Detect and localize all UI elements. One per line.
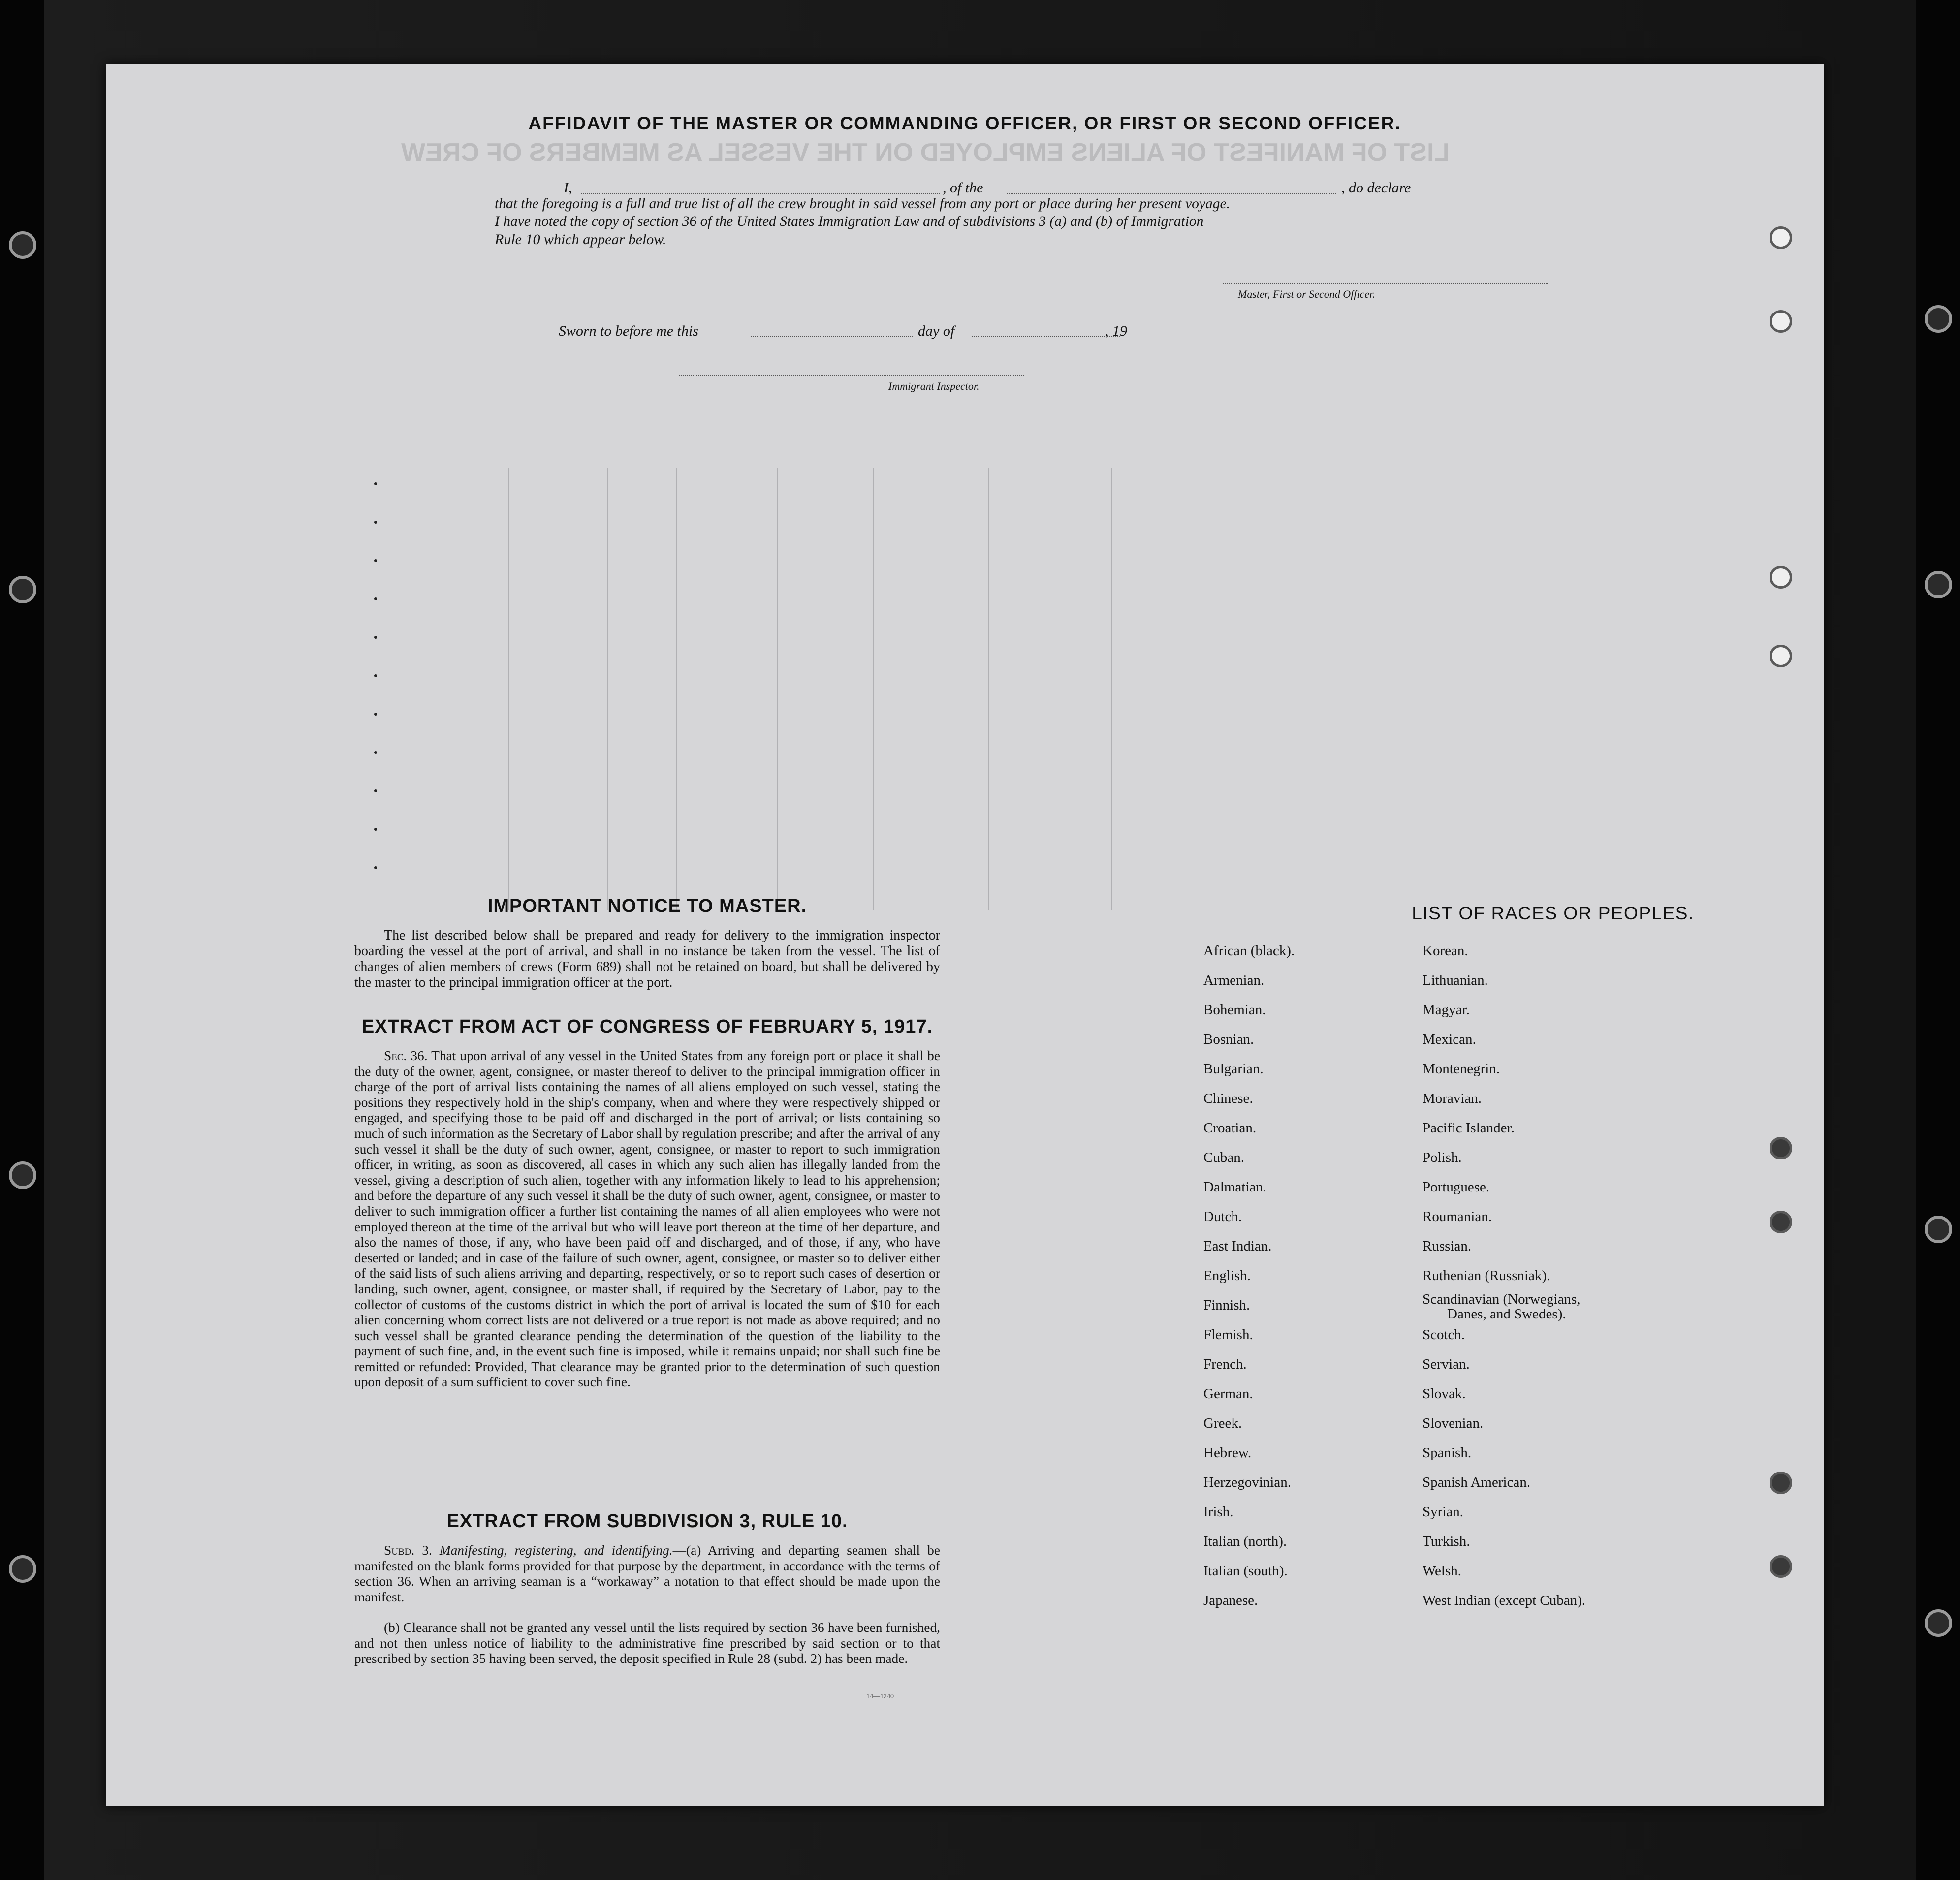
- race-item: Finnish.: [1203, 1297, 1250, 1313]
- rule-subd-b: (b) Clearance shall not be granted any vessel until the lists required by section 36 have been furnished, and not then unless notice of liability to the administrative fine prescribed by said section or to that prescribed by section 35 having been served, the deposit specified in Rule 28 (subd. 2) has been made.: [354, 1620, 940, 1666]
- race-item: Servian.: [1423, 1356, 1470, 1372]
- ghost-column-line: [777, 468, 778, 910]
- sprocket-hole: [1925, 571, 1952, 598]
- race-item: Magyar.: [1423, 1002, 1470, 1018]
- row-mark: [374, 751, 377, 754]
- row-mark: [374, 636, 377, 639]
- race-item: Russian.: [1423, 1238, 1472, 1254]
- affidavit-of-the: , of the: [943, 180, 983, 196]
- act-section-36: [354, 1048, 940, 1390]
- race-item: Mexican.: [1423, 1032, 1476, 1047]
- sprocket-hole: [9, 231, 36, 259]
- sworn-month-blank: [972, 336, 1120, 337]
- row-mark: [374, 521, 377, 524]
- name-blank: [581, 193, 940, 194]
- race-item: East Indian.: [1203, 1238, 1272, 1254]
- race-item: Irish.: [1203, 1504, 1233, 1520]
- race-item: Scandinavian (Norwegians,: [1423, 1291, 1581, 1307]
- film-edge-left: [0, 0, 44, 1880]
- race-item: Pacific Islander.: [1423, 1120, 1515, 1136]
- race-item: Hebrew.: [1203, 1445, 1252, 1461]
- sworn-day-blank: [751, 336, 913, 337]
- race-item: Roumanian.: [1423, 1209, 1492, 1224]
- race-item: Syrian.: [1423, 1504, 1463, 1520]
- race-item: Greek.: [1203, 1415, 1242, 1431]
- race-item: Bohemian.: [1203, 1002, 1266, 1018]
- race-item: Lithuanian.: [1423, 972, 1488, 988]
- ghost-column-line: [873, 468, 874, 910]
- affidavit-i: I,: [564, 180, 572, 196]
- race-item-continued: Danes, and Swedes).: [1447, 1306, 1566, 1322]
- notice-heading: IMPORTANT NOTICE TO MASTER.: [487, 896, 807, 916]
- race-item: German.: [1203, 1386, 1253, 1402]
- ghost-column-line: [1111, 468, 1112, 910]
- affidavit-line-3: I have noted the copy of section 36 of the United States Immigration Law and of subdivisions 3 (a) and (b) of Immigration: [495, 214, 1204, 229]
- sprocket-hole: [1925, 1216, 1952, 1243]
- race-item: West Indian (except Cuban).: [1423, 1593, 1586, 1608]
- affidavit-title: AFFIDAVIT OF THE MASTER OR COMMANDING OFFICER, OR FIRST OR SECOND OFFICER.: [528, 113, 1401, 133]
- sprocket-hole: [9, 1161, 36, 1189]
- punch-hole: [1770, 1472, 1792, 1494]
- race-item: Polish.: [1423, 1150, 1462, 1165]
- rule-italic-lead: Manifesting, registering, and identifying.: [439, 1543, 673, 1558]
- race-item: Italian (south).: [1203, 1563, 1288, 1579]
- act-section-text: That upon arrival of any vessel in the United States from any foreign port or place it shall be the duty of the owner, agent, consignee, or master thereof to deliver to the principal immigration officer in charge of the port of arrival lists containing the names of all aliens employed on such vessel, stating the positions they respectively hold in the ship's company, when and where they were respectively shipped or engaged, and specifying those to be paid off and discharged in the port of arrival; or lists containing so much of such information as the Secretary of Labor shall by regulation prescribe; and after the arrival of any such vessel it shall be the duty of such owner, agent, consignee, or master to report to such immigration officer, in writing, as soon as discovered, all cases in which any such alien has illegally landed from the vessel, giving a description of such alien, together with any information likely to lead to his apprehension; and before the departure of any such vessel it shall be the duty of such owner, agent, consignee, or master to deliver to such immigration officer a further list containing the names of all alien employees who were not employed thereon at the time of the arrival but who will leave port thereon at the time of her departure, and also the names of those, if any, who have been paid off and discharged, and of those, if any, who have deserted or landed; and in case of the failure of such owner, agent, consignee, or master so to deliver either of the said lists of such aliens arriving and departing, respectively, or so to report such cases of desertion or landing, such owner, agent, consignee, or master shall, if required by the Secretary of Labor, pay to the collector of customs of the customs district in which the port of arrival is located the sum of $10 for each alien concerning whom correct lists are not delivered or a true report is not made as above required; and no such vessel shall be granted clearance pending the determination of the question of the liability to the payment of such fine, and, in the event such fine is imposed, while it remains unpaid; nor shall such fine be remitted or refunded: Provided, That clearance may be granted prior to the determination of such question upon deposit of a sum sufficient to cover such fine.: [354, 1048, 940, 1390]
- row-mark: [374, 674, 377, 677]
- sprocket-hole: [1925, 1609, 1952, 1637]
- row-mark: [374, 597, 377, 600]
- race-item: African (black).: [1203, 943, 1295, 959]
- row-mark: [374, 713, 377, 716]
- vessel-blank: [1007, 193, 1336, 194]
- ghost-column-line: [676, 468, 677, 910]
- race-item: Croatian.: [1203, 1120, 1257, 1136]
- master-signature-line: [1223, 283, 1548, 284]
- races-title: LIST OF RACES OR PEOPLES.: [1412, 903, 1694, 923]
- rule-text-a: —(a) Arriving and departing seamen shall be manifested on the blank forms provided for that purpose by the department, in accordance with the terms of section 36. When an arriving seaman is a “workaway” a notation to that effect should be made upon the manifest.: [354, 1543, 940, 1604]
- race-item: Turkish.: [1423, 1534, 1470, 1549]
- ghost-column-line: [607, 468, 608, 910]
- inspector-signature-line: [679, 375, 1024, 376]
- sprocket-hole: [1925, 305, 1952, 333]
- day-of-label: day of: [918, 323, 955, 339]
- punch-hole: [1770, 310, 1792, 333]
- punch-hole: [1770, 566, 1792, 589]
- punch-hole: [1770, 1555, 1792, 1578]
- rule-lead: Subd. 3.: [384, 1543, 432, 1558]
- rule-subd-a: [354, 1543, 940, 1605]
- film-edge-right: [1916, 0, 1960, 1880]
- race-item: Spanish American.: [1423, 1474, 1531, 1490]
- act-heading: EXTRACT FROM ACT OF CONGRESS OF FEBRUARY 5, 1917.: [361, 1016, 933, 1037]
- form-number: 14—1240: [866, 1693, 894, 1700]
- year-label: , 19: [1105, 323, 1127, 339]
- sprocket-hole: [9, 1555, 36, 1583]
- race-item: Portuguese.: [1423, 1179, 1490, 1195]
- row-mark: [374, 866, 377, 869]
- row-mark: [374, 559, 377, 562]
- sprocket-hole: [9, 576, 36, 603]
- master-signature-label: Master, First or Second Officer.: [1238, 288, 1375, 300]
- race-item: Cuban.: [1203, 1150, 1244, 1165]
- race-item: Welsh.: [1423, 1563, 1462, 1579]
- notice-text: The list described below shall be prepared and ready for delivery to the immigration inspector boarding the vessel at the port of arrival, and shall in no instance be taken from the vessel. The list of changes of alien members of crews (Form 689) shall not be retained on board, but shall be delivered by the master to the principal immigration officer at the port.: [354, 928, 940, 990]
- race-item: French.: [1203, 1356, 1247, 1372]
- punch-hole: [1770, 1211, 1792, 1233]
- affidavit-line-2: that the foregoing is a full and true list of all the crew brought in said vessel from any port or place during her present voyage.: [495, 196, 1230, 212]
- rule-heading: EXTRACT FROM SUBDIVISION 3, RULE 10.: [446, 1511, 848, 1532]
- punch-hole: [1770, 1137, 1792, 1159]
- race-item: Spanish.: [1423, 1445, 1472, 1461]
- race-item: Japanese.: [1203, 1593, 1258, 1608]
- ghost-column-line: [988, 468, 989, 910]
- race-item: Bosnian.: [1203, 1032, 1254, 1047]
- punch-hole: [1770, 226, 1792, 249]
- race-item: Slovenian.: [1423, 1415, 1484, 1431]
- bleed-through-text: LIST OF MANIFEST OF ALIENS EMPLOYED ON THE VESSEL AS MEMBERS OF CREW: [401, 138, 1450, 167]
- race-item: Dutch.: [1203, 1209, 1242, 1224]
- race-item: Scotch.: [1423, 1327, 1465, 1343]
- race-item: Ruthenian (Russniak).: [1423, 1268, 1550, 1284]
- race-item: Dalmatian.: [1203, 1179, 1267, 1195]
- row-mark: [374, 789, 377, 792]
- manifest-page: [106, 64, 1824, 1806]
- affidavit-line-4: Rule 10 which appear below.: [495, 231, 666, 248]
- race-item: English.: [1203, 1268, 1251, 1284]
- row-mark: [374, 482, 377, 485]
- act-section-lead: Sec. 36.: [384, 1048, 428, 1063]
- ghost-column-line: [508, 468, 509, 910]
- race-item: Bulgarian.: [1203, 1061, 1264, 1077]
- race-item: Slovak.: [1423, 1386, 1466, 1402]
- race-item: Italian (north).: [1203, 1534, 1287, 1549]
- race-item: Moravian.: [1423, 1091, 1482, 1106]
- affidavit-declare: , do declare: [1341, 180, 1411, 196]
- row-mark: [374, 828, 377, 831]
- race-item: Armenian.: [1203, 972, 1265, 988]
- punch-hole: [1770, 645, 1792, 667]
- race-item: Korean.: [1423, 943, 1468, 959]
- race-item: Montenegrin.: [1423, 1061, 1500, 1077]
- inspector-signature-label: Immigrant Inspector.: [888, 380, 980, 392]
- race-item: Herzegovinian.: [1203, 1474, 1291, 1490]
- race-item: Flemish.: [1203, 1327, 1253, 1343]
- sworn-label: Sworn to before me this: [559, 323, 698, 339]
- race-item: Chinese.: [1203, 1091, 1253, 1106]
